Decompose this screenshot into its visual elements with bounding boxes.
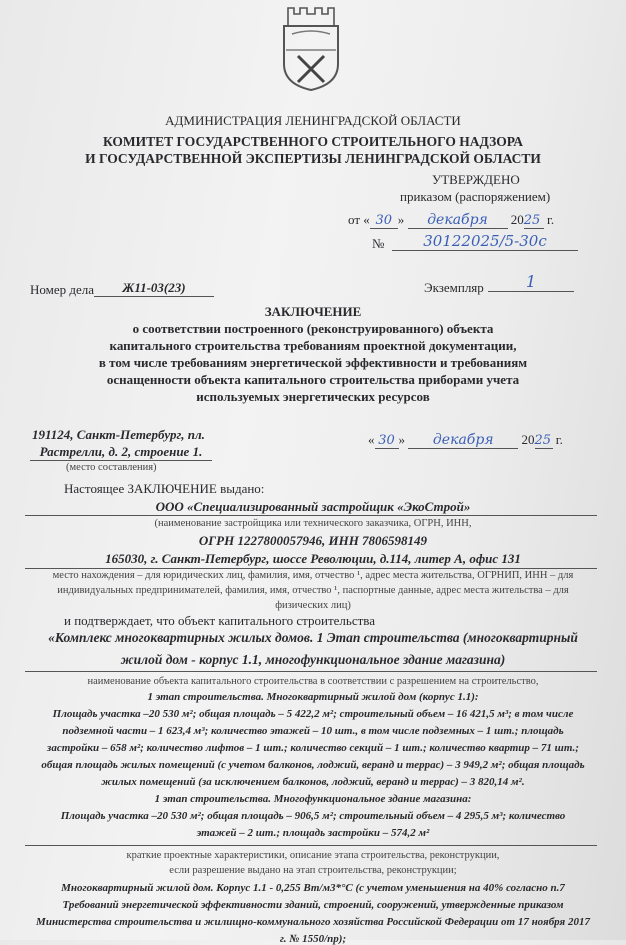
company-ogrn: ОГРН 1227800057946, ИНН 7806598149 [198,533,428,548]
conclusion-year-prefix: 20 [521,432,535,447]
place-line2: Растрелли, д. 2, строение 1. [30,444,212,461]
company-address-caption: место нахождения – для юридических лиц, фамилия, имя, отчество ¹, адрес места жительства, ОГРНИП, ИНН – для [52,570,574,581]
conclusion-year-end: г. [555,432,563,447]
characteristics-line: Площадь участка –20 530 м²; общая площадь – 906,5 м²; строительный объем – 4 295,5 м³; количество [60,810,566,822]
energy-line: Многоквартирный жилой дом. Корпус 1.1 - 0,255 Вт/м3*°С (с учетом уменьшения на 40% согласно п.7 [61,882,565,894]
characteristics-line: этажей – 2 шт.; площадь застройки – 574,2 м² [196,827,430,839]
company-address: 165030, г. Санкт-Петербург, шоссе Революции, д.114, литер А, офис 131 [105,551,521,566]
characteristics-caption: краткие проектные характеристики, описание этапа строительства, реконструкции, [126,850,500,861]
characteristics-line: 1 этап строительства. Многоквартирный жилой дом (корпус 1.1): [147,691,479,703]
divider [25,568,597,569]
copy-label: Экземпляр [424,280,484,295]
object-name-line: жилой дом - корпус 1.1, многофункциональное здание магазина) [120,652,506,667]
characteristics-line: подземной части – 1 623,4 м³; количество этажей – 10 шт., в том числе подземных – 1 шт.; площадь [62,725,564,737]
place-caption: (место составления) [66,462,157,473]
title-line: о соответствии построенного (реконструированного) объекта [132,321,494,336]
order-number: 30122025/5-30с [392,232,578,251]
characteristics-line: жилых помещений (за исключением балконов, лоджий, веранд и террас) – 3 820,14 м². [101,776,525,788]
copy-number: 1 [488,272,574,292]
characteristics-line: общая площадь жилых помещений (с учетом балконов, лоджий, веранд и террас) – 3 949,2 м²; общая площадь [41,759,585,771]
title-line: в том числе требованиям энергетической эффективности и требованиям [98,355,528,370]
characteristics-line: Площадь участка –20 530 м²; общая площадь – 5 422,2 м²; строительный объем – 16 421,5 м³; в том числе [52,708,574,720]
characteristics-line: 1 этап строительства. Многофункциональное здание магазина: [154,793,472,805]
energy-line: г. № 1550/пр); [279,933,347,945]
by-order-label: приказом (распоряжением) [400,189,551,204]
confirms-text: и подтверждает, что объект капитального строительства [64,613,376,628]
company-address-caption: индивидуальных предпринимателей, фамилия, имя, отчество ¹, паспортные данные, адрес места жительства – для [57,585,569,596]
conclusion-day: 30 [375,433,399,449]
place-line1: 191124, Санкт-Петербург, пл. [32,427,205,442]
committee-heading-line1: КОМИТЕТ ГОСУДАРСТВЕННОГО СТРОИТЕЛЬНОГО НАДЗОРА [102,134,524,149]
order-date [348,212,554,229]
energy-line: Требований энергетической эффективности зданий, строений, сооружений, утвержденные приказом [62,899,564,911]
document-title: ЗАКЛЮЧЕНИЕ [264,304,362,319]
company-address-caption: физических лиц) [275,600,351,611]
case-number-label: Номер дела [30,282,95,297]
divider [25,845,597,846]
from-label: от « [348,212,370,227]
title-line: используемых энергетических ресурсов [196,389,430,404]
conclusion-date: « 30 » декабря 2025 г. [368,432,563,448]
energy-line: Министерства строительства и жилищно-коммунального хозяйства Российской Федерации от 17 ноября 2017 [36,916,590,928]
object-caption: наименование объекта капитального строительства в соответствии с разрешением на строительство, [87,676,539,687]
conclusion-year-suffix: 25 [534,433,552,448]
divider [25,671,597,672]
administration-heading: АДМИНИСТРАЦИЯ ЛЕНИНГРАДСКОЙ ОБЛАСТИ [165,113,461,128]
object-name-line: «Комплекс многоквартирных жилых домов. 1 Этап строительства (многоквартирный [48,630,578,645]
quote-close: » [397,212,405,227]
title-line: капитального строительства требованиям проектной документации, [109,338,517,353]
title-line: оснащенности объекта капитального строительства приборами учета [106,372,520,387]
order-number-label: № [372,236,385,251]
order-year-prefix: 20 [510,212,524,227]
characteristics-caption: если разрешение выдано на этап строительства, реконструкции; [169,865,457,876]
issued-label: Настоящее ЗАКЛЮЧЕНИЕ выдано: [64,481,265,496]
year-suffix-label: г. [547,212,555,227]
divider [25,515,597,516]
approved-label: УТВЕРЖДЕНО [432,172,520,187]
order-day: 30 [370,213,398,229]
coat-of-arms-emblem [276,4,346,92]
case-number: Ж11-03(23) [94,280,214,297]
committee-heading-line2: И ГОСУДАРСТВЕННОЙ ЭКСПЕРТИЗЫ ЛЕНИНГРАДСКОЙ ОБЛАСТИ [85,151,541,166]
characteristics-line: застройки – 658 м²; количество лифтов – 1 шт.; количество секций – 1 шт.; количество квартир – 71 шт.; [47,742,579,754]
order-year-suffix: 25 [524,213,544,229]
company-caption: (наименование застройщика или технического заказчика, ОГРН, ИНН, [154,518,472,529]
company-name: ООО «Специализированный застройщик «ЭкоСтрой» [155,499,471,514]
conclusion-month: декабря [408,432,518,449]
order-month: декабря [408,212,508,229]
